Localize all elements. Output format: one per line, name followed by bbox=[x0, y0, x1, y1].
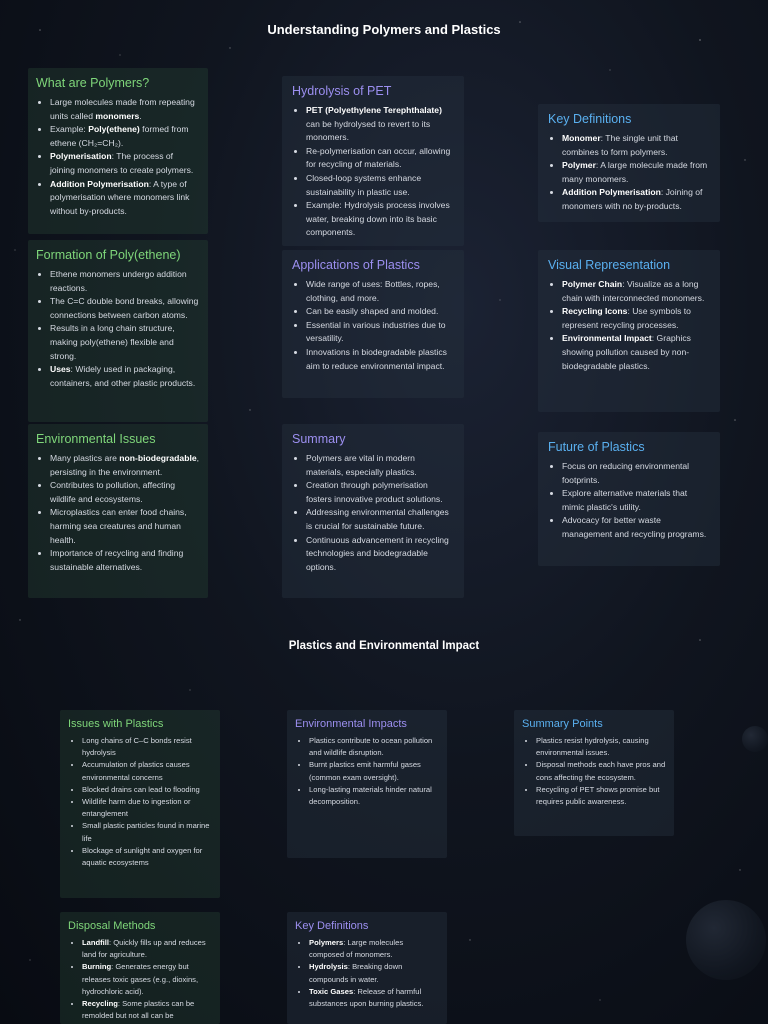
list-item: • Long chains of C–C bonds resist hydrolysis bbox=[82, 735, 212, 759]
page-title: Understanding Polymers and Plastics bbox=[267, 22, 501, 37]
list-item: • Addition Polymerisation: A type of polymerisation where monomers link without by-products. bbox=[50, 178, 200, 219]
list-item: • Wide range of uses: Bottles, ropes, clothing, and more. bbox=[306, 278, 454, 305]
card-environmental-impacts bbox=[287, 710, 447, 858]
list-item: • Recycling: Some plastics can be remolded but not all can be bbox=[82, 998, 212, 1022]
list-item: • Polymers are vital in modern materials, especially plastics. bbox=[306, 452, 454, 479]
card-issues-plastics bbox=[60, 710, 220, 898]
card-title: Summary bbox=[292, 432, 346, 446]
list-item: • Continuous advancement in recycling technologies and biodegradable options. bbox=[306, 534, 454, 575]
card-disposal-methods bbox=[60, 912, 220, 1024]
list-item: • Closed-loop systems enhance sustainability in plastic use. bbox=[306, 172, 454, 199]
list-item: • Wildlife harm due to ingestion or entanglement bbox=[82, 796, 212, 820]
list-item: • Small plastic particles found in marine life bbox=[82, 820, 212, 844]
card-title: Hydrolysis of PET bbox=[292, 84, 392, 98]
list-item: • Blocked drains can lead to flooding bbox=[82, 784, 212, 796]
list-item: • Long-lasting materials hinder natural decomposition. bbox=[309, 784, 439, 808]
list-item: • Ethene monomers undergo addition reactions. bbox=[50, 268, 200, 295]
list-item: • Polymer Chain: Visualize as a long chain with interconnected monomers. bbox=[562, 278, 710, 305]
list-item: • Polymerisation: The process of joining monomers to create polymers. bbox=[50, 150, 200, 177]
list-item: • Plastics contribute to ocean pollution and wildlife disruption. bbox=[309, 735, 439, 759]
card-title: Formation of Poly(ethene) bbox=[36, 248, 181, 262]
list-item: • Hydrolysis: Breaking down compounds in water. bbox=[309, 961, 439, 985]
sheet-environmental-impact bbox=[0, 616, 768, 1024]
list-item: • Uses: Widely used in packaging, containers, and other plastic products. bbox=[50, 363, 200, 390]
card-title: Key Definitions bbox=[295, 920, 369, 932]
card-summary bbox=[282, 424, 464, 598]
list-item: • Recycling Icons: Use symbols to represent recycling processes. bbox=[562, 305, 710, 332]
list-item: • Polymers: Large molecules composed of monomers. bbox=[309, 937, 439, 961]
list-item: • Disposal methods each have pros and cons affecting the ecosystem. bbox=[536, 759, 666, 783]
card-applications-plastics bbox=[282, 250, 464, 398]
card-summary-points bbox=[514, 710, 674, 836]
list-item: • Innovations in biodegradable plastics aim to reduce environmental impact. bbox=[306, 346, 454, 373]
list-item: • Focus on reducing environmental footprints. bbox=[562, 460, 710, 487]
card-title: Summary Points bbox=[522, 718, 603, 730]
list-item: • Recycling of PET shows promise but requires public awareness. bbox=[536, 784, 666, 808]
list-item: • Polymer: A large molecule made from many monomers. bbox=[562, 159, 710, 186]
list-item: • Blockage of sunlight and oxygen for aquatic ecosystems bbox=[82, 845, 212, 869]
card-what-are-polymers bbox=[28, 68, 208, 234]
list-item: • Microplastics can enter food chains, harming sea creatures and human health. bbox=[50, 506, 200, 547]
list-item: • Plastics resist hydrolysis, causing environmental issues. bbox=[536, 735, 666, 759]
list-item: • Contributes to pollution, affecting wildlife and ecosystems. bbox=[50, 479, 200, 506]
card-formation-polyethene bbox=[28, 240, 208, 422]
list-item: • Re-polymerisation can occur, allowing for recycling of materials. bbox=[306, 145, 454, 172]
list-item: • Addition Polymerisation: Joining of monomers with no by-products. bbox=[562, 186, 710, 213]
card-key-definitions-2 bbox=[287, 912, 447, 1024]
list-item: • Burning: Generates energy but releases toxic gases (e.g., dioxins, hydrochloric acid). bbox=[82, 961, 212, 998]
card-title: Future of Plastics bbox=[548, 440, 645, 454]
card-title: Issues with Plastics bbox=[68, 718, 164, 730]
card-visual-representation bbox=[538, 250, 720, 412]
list-item: • Environmental Impact: Graphics showing pollution caused by non-biodegradable plastics. bbox=[562, 332, 710, 373]
list-item: • Landfill: Quickly fills up and reduces land for agriculture. bbox=[82, 937, 212, 961]
list-item: • Many plastics are non-biodegradable, persisting in the environment. bbox=[50, 452, 200, 479]
list-item: • Explore alternative materials that mimic plastic's utility. bbox=[562, 487, 710, 514]
card-title: Disposal Methods bbox=[68, 920, 156, 932]
list-item: • Advocacy for better waste management and recycling programs. bbox=[562, 514, 710, 541]
list-item: • Monomer: The single unit that combines to form polymers. bbox=[562, 132, 710, 159]
list-item: • Addressing environmental challenges is crucial for sustainable future. bbox=[306, 506, 454, 533]
list-item: • PET (Polyethylene Terephthalate) can be hydrolysed to revert to its monomers. bbox=[306, 104, 454, 145]
card-hydrolysis-pet bbox=[282, 76, 464, 246]
list-item: • Importance of recycling and finding sustainable alternatives. bbox=[50, 547, 200, 574]
card-title: Applications of Plastics bbox=[292, 258, 420, 272]
list-item: • Can be easily shaped and molded. bbox=[306, 305, 454, 319]
list-item: • The C=C double bond breaks, allowing connections between carbon atoms. bbox=[50, 295, 200, 322]
list-item: • Essential in various industries due to versatility. bbox=[306, 319, 454, 346]
card-title: What are Polymers? bbox=[36, 76, 150, 90]
list-item: • Burnt plastics emit harmful gases (common exam oversight). bbox=[309, 759, 439, 783]
list-item: • Large molecules made from repeating units called monomers. bbox=[50, 96, 200, 123]
list-item: • Example: Hydrolysis process involves water, breaking down into its basic components. bbox=[306, 199, 454, 240]
card-key-definitions bbox=[538, 104, 720, 222]
card-environmental-issues bbox=[28, 424, 208, 598]
list-item: • Creation through polymerisation fosters innovative product solutions. bbox=[306, 479, 454, 506]
card-title: Key Definitions bbox=[548, 112, 632, 126]
list-item: • Toxic Gases: Release of harmful substances upon burning plastics. bbox=[309, 986, 439, 1010]
page-title: Plastics and Environmental Impact bbox=[288, 640, 480, 652]
card-title: Environmental Issues bbox=[36, 432, 156, 446]
list-item: • Results in a long chain structure, making poly(ethene) flexible and strong. bbox=[50, 322, 200, 363]
card-title: Environmental Impacts bbox=[295, 718, 407, 730]
card-title: Visual Representation bbox=[548, 258, 671, 272]
card-future-plastics bbox=[538, 432, 720, 566]
list-item: • Accumulation of plastics causes environmental concerns bbox=[82, 759, 212, 783]
list-item: • Example: Poly(ethene) formed from ethene (CH₂=CH₂). bbox=[50, 123, 200, 150]
